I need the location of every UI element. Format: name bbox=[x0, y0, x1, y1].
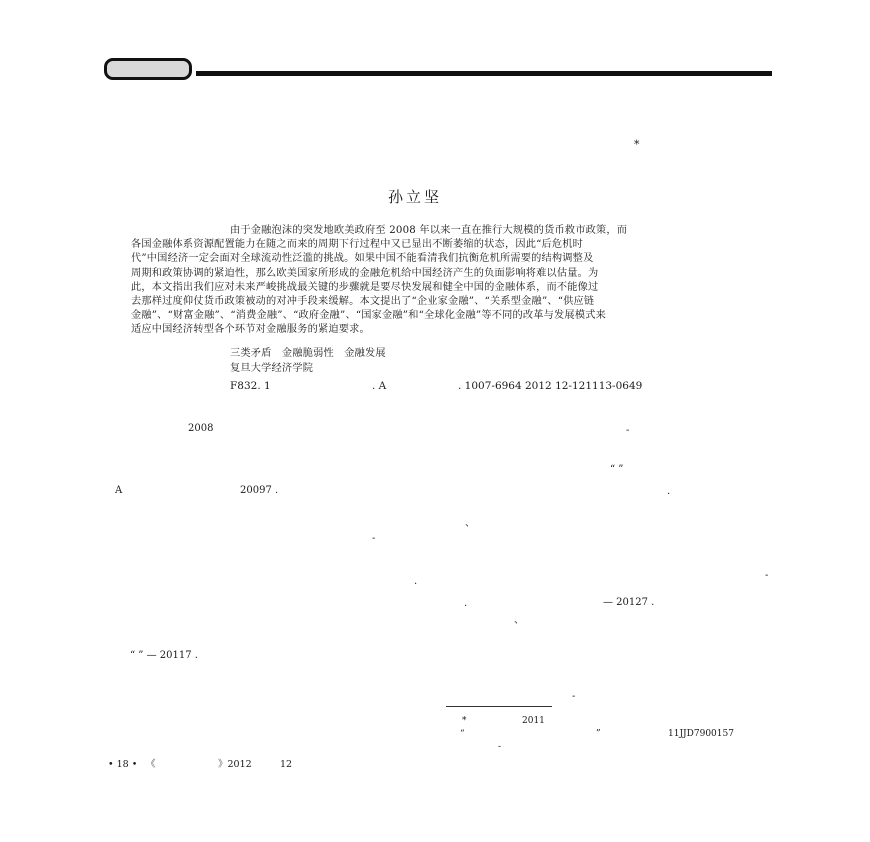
section-tab bbox=[104, 58, 192, 80]
keywords: 三类矛盾 金融脆弱性 金融发展 bbox=[230, 348, 386, 359]
body-fragment: 20097 . bbox=[240, 485, 279, 496]
abstract-line: 由于金融泡沫的突发地欧美政府至 2008 年以来一直在推行大规模的货币救市政策，而 bbox=[230, 225, 628, 236]
abstract-line: 适应中国经济转型各个环节对金融服务的紧迫要求。 bbox=[131, 324, 370, 335]
title-star: * bbox=[634, 138, 640, 151]
footnote-year: 2011 bbox=[522, 716, 545, 726]
body-fragment: - bbox=[765, 570, 769, 581]
journal-issue: 12 bbox=[280, 759, 293, 770]
footnote-dash: - bbox=[498, 742, 502, 752]
body-fragment: “ ” — 20117 . bbox=[130, 650, 198, 661]
body-fragment: — 20127 . bbox=[603, 597, 655, 608]
abstract-line: 去那样过度仰仗货币政策被动的对冲手段来缓解。本文提出了“企业家金融”、“关系型金融”、“供应链 bbox=[131, 296, 595, 307]
doc-code: . A bbox=[372, 380, 387, 392]
page-number: • 18 • bbox=[108, 759, 138, 770]
body-fragment: 、 bbox=[514, 615, 524, 626]
body-fragment: 2008 bbox=[188, 423, 214, 434]
footnote-grant-code: 11JJD7900157 bbox=[668, 729, 734, 739]
abstract-line: 代”中国经济一定会面对全球流动性泛滥的挑战。如果中国不能看清我们抗衡危机所需要的结构调整及 bbox=[131, 253, 594, 264]
body-fragment: 、 bbox=[465, 518, 475, 529]
body-fragment: A bbox=[115, 485, 123, 496]
abstract-line: 周期和政策协调的紧迫性，那么欧美国家所形成的金融危机给中国经济产生的负面影响将难以估量。为 bbox=[131, 268, 599, 279]
abstract-line: 此，本文指出我们应对未来严峻挑战最关键的步骤就是要尽快发展和健全中国的金融体系，而不能像过 bbox=[131, 282, 599, 293]
footnote-rule bbox=[446, 706, 552, 707]
footnote-quote-open: “ bbox=[460, 729, 465, 739]
journal-bracket: 《 bbox=[146, 759, 156, 770]
affiliation: 复旦大学经济学院 bbox=[230, 363, 314, 374]
body-fragment: . bbox=[464, 598, 468, 609]
body-fragment: “ ” bbox=[610, 464, 624, 475]
body-fragment: - bbox=[572, 691, 576, 702]
body-fragment: . bbox=[414, 576, 418, 587]
article-number: . 1007-6964 2012 12-121113-0649 bbox=[458, 380, 643, 392]
body-fragment: - bbox=[372, 533, 376, 544]
author-name: 孙立坚 bbox=[388, 188, 443, 206]
body-fragment: - bbox=[626, 425, 630, 436]
body-fragment: . bbox=[667, 486, 671, 497]
footnote-quote-close: ” bbox=[596, 729, 601, 739]
header-rule bbox=[196, 71, 772, 76]
abstract-line: 各国金融体系资源配置能力在随之而来的周期下行过程中又已显出不断萎缩的状态，因此“后危机时 bbox=[131, 239, 584, 250]
footnote-star: * bbox=[462, 716, 467, 726]
journal-year: 》2012 bbox=[218, 759, 252, 770]
abstract-line: 金融”、“财富金融”、“消费金融”、“政府金融”、“国家金融”和“全球化金融”等不同的改革与发展模式来 bbox=[131, 310, 606, 321]
clc-code: F832. 1 bbox=[230, 380, 271, 392]
